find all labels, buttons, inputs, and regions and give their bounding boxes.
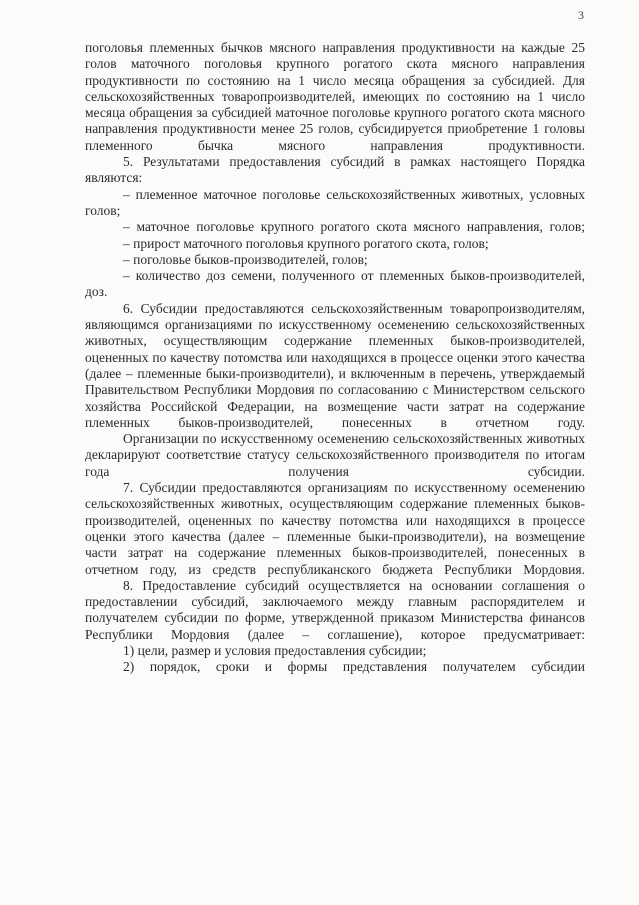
paragraph-item-6: 6. Субсидии предоставляются сельскохозяйственным товаропроизводителям, являющимся организациями по искусственному осеменению сельскохозяйственных животных, осуществляющим содержание племенных быков-производителей, оцененных по качеству потомства или находящихся в процессе оценки этого качества (далее – племенные быки-производители), и включенным в перечень, утверждаемый Правительством Республики Мордовия по согласованию с Министерством сельского хозяйства Российской Федерации, на возмещение части затрат на содержание племенных быков-производителей, понесенных в отчетном году. — [85, 300, 585, 430]
paragraph-item-5: 5. Результатами предоставления субсидий в рамках настоящего Порядка являются: — [85, 154, 585, 186]
subitem-2: 2) порядок, сроки и формы представления получателем субсидии — [123, 659, 585, 675]
list-item-breeding-livestock: – племенное маточное поголовье сельскохозяйственных животных, условных голов; — [85, 186, 585, 218]
paragraph-continuation: поголовья племенных бычков мясного направления продуктивности на каждые 25 голов маточного поголовья крупного рогатого скота мясного направления продуктивности по состоянию на 1 число месяца обращения за субсидией. Для сельскохозяйственных товаропроизводителей, имеющих по состоянию на 1 число месяца обращения за субсидией маточное поголовье крупного рогатого скота мясного направления продуктивности менее 25 голов, субсидируется приобретение 1 головы племенного бычка мясного направления продуктивности. — [85, 40, 585, 153]
page-number: 3 — [578, 8, 584, 22]
document-body — [85, 40, 585, 676]
paragraph-item-8: 8. Предоставление субсидий осуществляется на основании соглашения о предоставлении субсидий, заключаемого между главным распорядителем и получателем субсидии по форме, утвержденной приказом Министерства финансов Республики Мордовия (далее – соглашение), которое предусматривает: — [85, 577, 585, 642]
paragraph-item-7: 7. Субсидии предоставляются организациям по искусственному осеменению сельскохозяйственных животных, осуществляющим содержание племенных быков-производителей, оцененных по качеству потомства или находящихся в процессе оценки этого качества (далее – племенные быки-производители), на возмещение части затрат на содержание племенных быков-производителей, понесенных в отчетном году, из средств республиканского бюджета Республики Мордовия. — [85, 480, 585, 577]
list-item-beef-cattle: – маточное поголовье крупного рогатого скота мясного направления, голов; — [123, 219, 585, 235]
list-item-livestock-growth: – прирост маточного поголовья крупного рогатого скота, голов; — [123, 235, 489, 251]
subitem-1: 1) цели, размер и условия предоставления субсидии; — [123, 642, 427, 658]
paragraph-organizations-declaration: Организации по искусственному осеменению сельскохозяйственных животных декларируют соответствие статусу сельскохозяйственного производителя по итогам года получения субсидии. — [85, 431, 585, 479]
list-item-semen-doses: – количество доз семени, полученного от племенных быков-производителей, доз. — [85, 268, 585, 300]
list-item-bulls: – поголовье быков-производителей, голов; — [123, 251, 368, 267]
